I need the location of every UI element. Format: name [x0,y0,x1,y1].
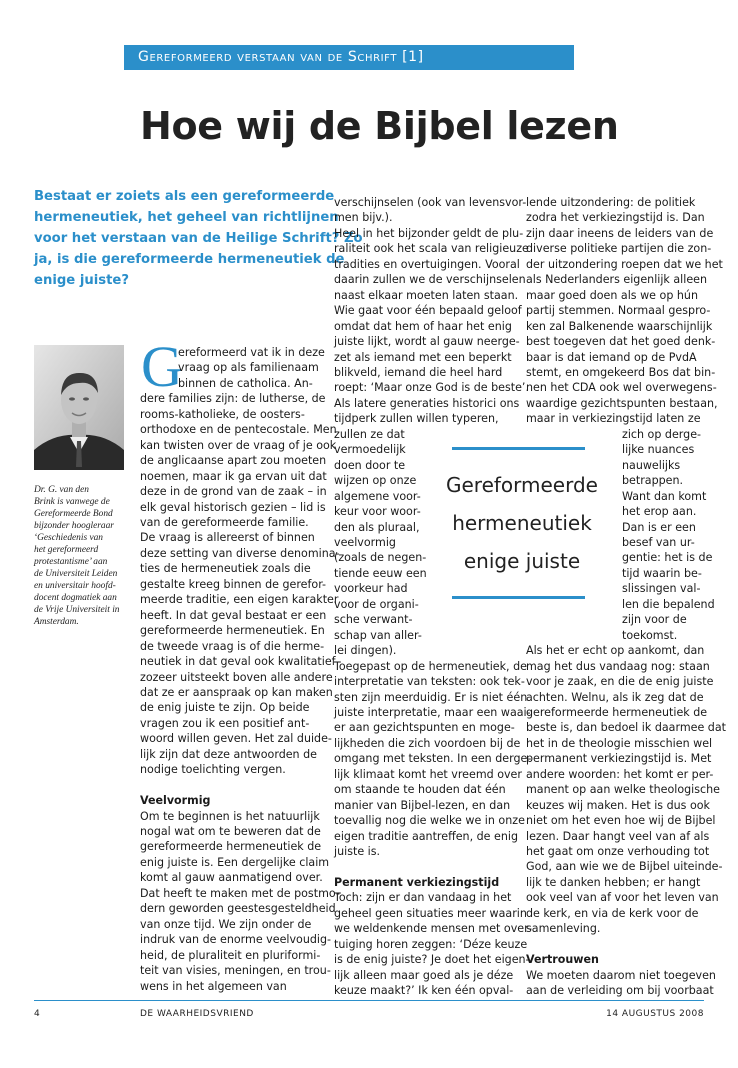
body-line: gentie: het is de [622,551,713,565]
body-line: beste is, dan bedoel ik daarmee dat [526,721,727,735]
body-line: we weldenkende mensen met over- [334,922,532,936]
body-line: dere families zijn: de lutherse, de [140,392,326,406]
body-line: besef van ur- [622,535,695,549]
body-line: omdat dat hem of haar het enig [334,319,512,333]
body-line: de anglicaanse apart zou moeten [140,454,327,468]
body-line: toekomst. [622,628,678,642]
body-line: partij stemmen. Normaal gespro- [526,304,711,318]
dropcap: G [141,334,183,399]
body-line: slissingen val- [622,582,701,596]
body-line: ken zal Balkenende waarschijnlijk [526,319,713,333]
body-line: (zoals de negen- [334,551,427,565]
body-line: keuze maakt?’ Ik ken één opval- [334,984,514,998]
pullquote-rule-bottom [452,596,585,599]
page-number: 4 [34,1009,41,1019]
body-line: ereformeerd vat ik in deze [178,346,325,359]
body-line: Dan is er een [622,520,696,534]
series-banner: Gereformeerd verstaan van de Schrift [1] [124,45,574,70]
body-line: len die bepalend [622,597,715,611]
body-line: het in de theologie misschien wel [526,736,713,750]
body-line: indruk van de enorme veelvoudig- [140,933,332,947]
body-line: tradities en overtuigingen. Vooral [334,257,520,271]
body-line: keuzes wij maken. Het is dus ook [526,798,710,812]
body-line: De vraag is allereerst of binnen [140,531,315,545]
body-line: voor je zaak, en die de enig juiste [526,675,714,689]
body-line: achten. Welnu, als ik zeg dat de [526,690,704,704]
body-line [526,937,706,952]
body-line: omgang met teksten. In een derge- [334,752,532,766]
body-line: maar goed doen als we op hún [526,288,698,302]
headline: Hoe wij de Bijbel lezen [140,104,619,148]
body-line: lijk alleen maar goed als je déze [334,968,514,982]
body-line: Als latere generaties historici ons [334,396,520,410]
body-line: tuiging horen zeggen: ‘Déze keuze [334,937,528,951]
intro-lead [34,186,363,291]
intro-line: Bestaat er zoiets als een gereformeerde [34,189,335,204]
body-line: Wie gaat voor één bepaald geloof [334,304,522,318]
body-line: Heel in het bijzonder geldt de plu- [334,226,524,240]
body-line: vragen zou ik een positief ant- [140,716,310,730]
body-line: raliteit ook het scala van religieuze [334,242,529,256]
body-line: orthodoxe en de pentecostale. Men [140,423,337,437]
body-line: lijk zijn dat deze antwoorden de [140,747,317,761]
body-line: vermoedelijk [334,443,406,457]
body-line: ook veel van af voor het leven van [526,891,719,905]
author-caption [34,484,132,628]
pullquote-rule-top [452,447,585,450]
body-line: wijzen op onze [334,474,417,488]
body-line: zijn daar ineens de leiders van de [526,226,714,240]
body-line: de kerk, en via de kerk voor de [526,906,699,920]
body-line: ties de hermeneutiek zoals die [140,562,311,576]
body-line: roept: ‘Maar onze God is de beste’. [334,381,529,395]
section-heading: Vertrouwen [526,953,599,967]
pullquote-line: Gereformeerde [445,473,598,497]
body-line: van onze tijd. We zijn onder de [140,917,312,931]
body-line: eigen traditie aantreffen, de enig [334,829,518,843]
body-line: het gaat om onze verhouding tot [526,845,710,859]
body-line: naast elkaar moeten laten staan. [334,288,519,302]
issue-date: 14 AUGUSTUS 2008 [606,1009,704,1019]
body-line: stemt, en omgekeerd Bos dat bin- [526,365,716,379]
body-line: zijn voor de [622,613,687,627]
body-line: andere woorden: het komt er per- [526,767,714,781]
body-line: gereformeerde hermeneutiek. En [140,624,325,638]
body-line: er aan gezichtspunten en moge- [334,721,515,735]
body-line: noemen, maar ik ga ervan uit dat [140,469,327,483]
body-line: schap van aller- [334,628,422,642]
body-line: algemene voor- [334,489,421,503]
body-line: interpretatie van teksten: ook tek- [334,675,525,689]
body-line: zich op derge- [622,427,702,441]
intro-line: voor het verstaan van de Heilige Schrift? Zo [34,231,363,246]
body-line: juiste is. [334,845,381,859]
body-line: betrappen. [622,474,684,488]
section-heading: Permanent verkiezingstijd [334,875,500,889]
body-line: heid, de pluraliteit en pluriformi- [140,948,321,962]
body-line: kan twisten over de vraag of je ook [140,438,337,452]
body-line: lei dingen). [334,644,397,658]
caption-line: de Universiteit Leiden [34,569,118,579]
pullquote [432,466,612,580]
body-line: elk geval historisch gezien – lid is [140,500,326,514]
body-line: Om te beginnen is het natuurlijk [140,809,320,823]
footer-rule [34,1000,704,1001]
body-line: tiende eeuw een [334,566,427,580]
intro-line: ja, is die gereformeerde hermeneutiek de [34,252,345,267]
body-line: baar is dat iemand op de PvdA [526,350,697,364]
body-line: Want dan komt [622,489,707,503]
body-line: enig juiste is. Een dergelijke claim [140,855,330,869]
caption-line: protestantisme’ aan [34,557,108,567]
body-line: mag het dus vandaag nog: staan [526,659,710,673]
body-line: binnen de catholica. An- [178,376,313,390]
body-line: sche verwant- [334,613,413,627]
body-line: lende uitzondering: de politiek [526,196,696,209]
body-line: is de enig juiste? Je doet het eigen- [334,953,530,967]
intro-line: enige juiste? [34,273,130,288]
body-line: de enig juiste te zijn. Op beide [140,701,310,715]
body-line: tijdperk zullen willen typeren, [334,412,499,426]
section-heading: Veelvormig [140,794,211,808]
body-line: geheel geen situaties meer waarin [334,906,527,920]
caption-line: docent dogmatiek aan [34,593,117,603]
body-line: diverse politieke partijen die zon- [526,242,712,256]
body-line: aan de verleiding om bij voorbaat [526,984,714,998]
body-line: lijk te danken hebben; er hangt [526,875,701,889]
body-line: manent op aan welke theologische [526,783,720,797]
body-line: permanent verkiezingstijd is. Met [526,752,712,766]
body-line: sten zijn meerduidig. Er is niet één [334,690,528,704]
body-line: Toch: zijn er dan vandaag in het [334,891,512,905]
body-line: rooms-katholieke, de oosters- [140,407,305,421]
body-line: dat ze er aanspraak op kan maken [140,685,333,699]
body-line: samenleving. [526,922,601,936]
body-line: vraag op als familienaam [178,361,319,375]
body-line: deze setting van diverse denomina- [140,546,340,560]
body-line: maar in verkiezingstijd laten ze [526,412,701,426]
body-column-1 [140,345,340,994]
body-line: der uitzondering roepen dat we het [526,257,723,271]
body-line: nogal wat om te beweren dat de [140,825,321,839]
body-line: zodra het verkiezingstijd is. Dan [526,211,705,225]
body-line: doen door te [334,458,406,472]
body-line: nen het CDA ook wel overwegens- [526,381,717,395]
caption-line: en universitair hoofd- [34,581,116,591]
body-line: God, aan wie we de Bijbel uiteinde- [526,860,723,874]
body-line: dern geworden geestesgesteldheid [140,902,336,916]
body-line: zet als iemand met een beperkt [334,350,512,364]
body-line: best toegeven dat het goed denk- [526,335,716,349]
body-line: wens in het algemeen van [140,979,287,993]
body-line: woord willen geven. Het zal duide- [140,732,332,746]
portrait-image [34,345,124,470]
magazine-name: DE WAARHEIDSVRIEND [140,1009,254,1019]
body-line: heeft. In dat geval bestaat er een [140,608,327,622]
body-line: keur voor woor- [334,505,421,519]
body-line: zozeer uitsteekt boven alle andere [140,670,333,684]
caption-line: Brink is vanwege de [34,497,110,507]
body-line: juiste lijkt, wordt al gauw neerge- [334,335,520,349]
body-line: tijd waarin be- [622,566,702,580]
body-line: neutiek in dat geval ook kwalitatief [140,655,336,669]
body-line: nauwelijks [622,458,681,472]
caption-line: het gereformeerd [34,545,99,555]
body-line: om staande te houden dat één [334,783,506,797]
caption-line: Amsterdam. [34,617,79,627]
caption-line: bijzonder hoogleraar [34,521,114,531]
body-line: lijk klimaat komt het vreemd over [334,767,522,781]
body-line: Toegepast op de hermeneutiek, de [334,659,527,673]
body-line: voor de organi- [334,597,419,611]
body-line: daarin zullen we de verschijnselen [334,273,526,287]
body-line [334,859,514,874]
body-line: teit van visies, meningen, en trou- [140,964,331,978]
body-line: meerde traditie, een eigen karakter [140,593,339,607]
body-line: deze in de grond van de zaak – in [140,485,327,499]
body-line: gestalte kreeg binnen de gerefor- [140,577,327,591]
body-line: Als het er echt op aankomt, dan [526,644,705,658]
body-line: komt al gauw aanmatigend over. [140,871,323,885]
body-line: blikveld, iemand die heel hard [334,365,503,379]
body-line: veelvormig [334,535,396,549]
intro-line: hermeneutiek, het geheel van richtlijnen [34,210,339,225]
body-line: als Nederlanders eigenlijk alleen [526,273,708,287]
body-line [140,778,320,793]
caption-line: ‘Geschiedenis van [34,533,103,543]
body-line: juiste interpretatie, maar een waai- [334,705,531,719]
body-line: van de gereformeerde familie. [140,515,309,529]
body-line: Dat heeft te maken met de postmo- [140,886,340,900]
body-line: den als pluraal, [334,520,420,534]
body-line: men bijv.). [334,211,393,225]
body-line: de tweede vraag is of die herme- [140,639,325,653]
body-line: lezen. Daar hangt veel van af als [526,829,710,843]
author-photo [34,345,124,470]
body-line: waardige gezichtspunten bestaan, [526,396,718,410]
body-line: verschijnselen (ook van levensvor- [334,196,527,209]
caption-line: Gereformeerde Bond [34,509,113,519]
pullquote-line: enige juiste [463,549,581,573]
caption-line: Dr. G. van den [34,485,89,495]
body-line: gereformeerde hermeneutiek de [140,840,322,854]
body-line: manier van Bijbel-lezen, en dan [334,798,511,812]
body-line: voorkeur had [334,582,408,596]
body-line: toevallig nog die welke we in onze [334,814,525,828]
body-line: lijke nuances [622,443,695,457]
body-line: nodige toelichting vergen. [140,763,286,777]
body-line: lijkheden die zich voordoen bij de [334,736,521,750]
caption-line: de Vrije Universiteit in [34,605,120,615]
body-line: het erop aan. [622,505,697,519]
body-line: zullen ze dat [334,427,405,441]
body-line: gereformeerde hermeneutiek de [526,705,708,719]
pullquote-line: hermeneutiek [452,511,592,535]
body-line: niet om het even hoe wij de Bijbel [526,814,716,828]
body-line: We moeten daarom niet toegeven [526,968,716,982]
